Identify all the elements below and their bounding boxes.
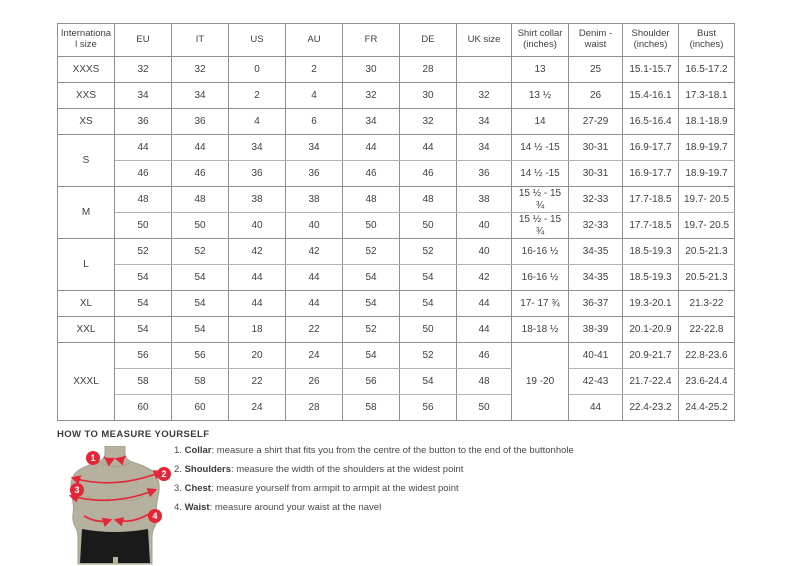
size-value-cell: 54 — [343, 265, 400, 291]
size-value-cell: 34 — [286, 135, 343, 161]
size-value-cell: 18.5-19.3 — [623, 239, 679, 265]
size-value-cell: 20.5-21.3 — [679, 265, 735, 291]
size-value-cell: 40 — [457, 239, 512, 265]
size-value-cell: 52 — [172, 239, 229, 265]
size-value-cell: 34 — [229, 135, 286, 161]
table-row-xxxs — [58, 57, 735, 83]
size-value-cell: 48 — [172, 187, 229, 213]
size-value-cell: 44 — [400, 135, 457, 161]
size-value-cell: 46 — [172, 161, 229, 187]
size-value-cell: 46 — [115, 161, 172, 187]
svg-text:2: 2 — [161, 469, 167, 480]
size-value-cell: 54 — [400, 291, 457, 317]
size-value-cell: 32 — [172, 57, 229, 83]
step-label: Waist — [184, 502, 210, 513]
svg-text:3: 3 — [74, 485, 80, 496]
size-value-cell: 2 — [229, 83, 286, 109]
size-value-cell: 44 — [286, 291, 343, 317]
size-value-cell: 40 — [229, 213, 286, 239]
step-label: Chest — [184, 483, 211, 494]
size-value-cell: 54 — [115, 265, 172, 291]
size-value-cell: 22.8-23.6 — [679, 343, 735, 369]
size-value-cell: 52 — [343, 239, 400, 265]
size-label-cell: XXXL — [58, 343, 115, 421]
size-value-cell: 56 — [115, 343, 172, 369]
size-value-cell: 48 — [457, 369, 512, 395]
figure-marker-2 — [157, 467, 171, 481]
size-value-cell: 30-31 — [569, 135, 623, 161]
size-value-cell: 58 — [172, 369, 229, 395]
step-text: : measure around your waist at the navel — [209, 502, 382, 513]
size-value-cell: 42-43 — [569, 369, 623, 395]
measure-step-collar — [174, 441, 574, 460]
size-value-cell: 44 — [115, 135, 172, 161]
step-text: : measure a shirt that fits you from the centre of the button to the end of the buttonhole — [211, 445, 574, 456]
size-value-cell: 52 — [400, 343, 457, 369]
size-label-cell: S — [58, 135, 115, 187]
figure-marker-1 — [86, 451, 100, 465]
size-value-cell: 44 — [172, 135, 229, 161]
size-label-cell: XXS — [58, 83, 115, 109]
size-value-cell: 17.7-18.5 — [623, 213, 679, 239]
table-row-l-1 — [58, 239, 735, 265]
size-value-cell: 54 — [172, 291, 229, 317]
header-row — [58, 24, 735, 57]
column-header-it: IT — [172, 24, 229, 57]
table-row-xxxl-3 — [58, 395, 735, 421]
mannequin-measurement-figure — [60, 446, 180, 566]
size-value-cell: 44 — [229, 291, 286, 317]
size-value-cell: 28 — [400, 57, 457, 83]
size-value-cell: 27-29 — [569, 109, 623, 135]
size-value-cell: 17.7-18.5 — [623, 187, 679, 213]
size-value-cell: 16.9-17.7 — [623, 161, 679, 187]
size-value-cell: 4 — [229, 109, 286, 135]
size-value-cell: 18.5-19.3 — [623, 265, 679, 291]
column-header-shoulder: Shoulder (inches) — [623, 24, 679, 57]
size-value-cell: 36 — [115, 109, 172, 135]
size-value-cell: 26 — [286, 369, 343, 395]
size-value-cell: 56 — [343, 369, 400, 395]
size-label-cell: M — [58, 187, 115, 239]
size-value-cell: 42 — [229, 239, 286, 265]
size-value-cell: 19.3-20.1 — [623, 291, 679, 317]
size-value-cell: 22.4-23.2 — [623, 395, 679, 421]
size-value-cell: 32 — [457, 83, 512, 109]
size-value-cell: 54 — [343, 291, 400, 317]
size-value-cell: 17.3-18.1 — [679, 83, 735, 109]
size-value-cell: 30 — [400, 83, 457, 109]
size-value-cell: 23.6-24.4 — [679, 369, 735, 395]
size-value-cell: 50 — [400, 213, 457, 239]
column-header-international-size: International size — [58, 24, 115, 57]
size-value-cell: 14 — [512, 109, 569, 135]
size-value-cell: 50 — [172, 213, 229, 239]
size-value-cell: 17- 17 ¾ — [512, 291, 569, 317]
size-value-cell: 30-31 — [569, 161, 623, 187]
size-value-cell: 24 — [286, 343, 343, 369]
size-value-cell: 54 — [400, 265, 457, 291]
size-value-cell: 34 — [343, 109, 400, 135]
size-value-cell: 48 — [343, 187, 400, 213]
table-row-m-2 — [58, 213, 735, 239]
size-value-cell: 54 — [172, 317, 229, 343]
size-value-cell: 20.1-20.9 — [623, 317, 679, 343]
size-value-cell: 16.5-17.2 — [679, 57, 735, 83]
step-number: 1. — [174, 445, 182, 456]
size-value-cell: 56 — [172, 343, 229, 369]
step-number: 2. — [174, 464, 182, 475]
size-value-cell: 20.5-21.3 — [679, 239, 735, 265]
table-row-xl — [58, 291, 735, 317]
column-header-eu: EU — [115, 24, 172, 57]
size-value-cell: 54 — [115, 317, 172, 343]
size-value-cell: 34 — [115, 83, 172, 109]
size-value-cell: 22 — [229, 369, 286, 395]
table-row-xxs — [58, 83, 735, 109]
size-value-cell: 46 — [457, 343, 512, 369]
figure-marker-3 — [70, 483, 84, 497]
size-value-cell: 54 — [400, 369, 457, 395]
size-value-cell: 14 ½ -15 — [512, 135, 569, 161]
size-label-cell: XXXS — [58, 57, 115, 83]
table-row-xs — [58, 109, 735, 135]
size-value-cell: 32 — [400, 109, 457, 135]
size-value-cell: 20.9-21.7 — [623, 343, 679, 369]
size-value-cell: 4 — [286, 83, 343, 109]
size-value-cell: 40-41 — [569, 343, 623, 369]
size-value-cell: 50 — [115, 213, 172, 239]
column-header-uk-size: UK size — [457, 24, 512, 57]
size-value-cell: 58 — [343, 395, 400, 421]
size-value-cell: 58 — [115, 369, 172, 395]
size-value-cell: 0 — [229, 57, 286, 83]
step-label: Collar — [184, 445, 212, 456]
size-value-cell: 25 — [569, 57, 623, 83]
size-value-cell: 2 — [286, 57, 343, 83]
size-value-cell: 16-16 ½ — [512, 239, 569, 265]
size-value-cell: 22-22.8 — [679, 317, 735, 343]
column-header-shirt-collar: Shirt collar (inches) — [512, 24, 569, 57]
size-value-cell: 21.3-22 — [679, 291, 735, 317]
size-value-cell: 15 ½ - 15 ¾ — [512, 187, 569, 213]
column-header-au: AU — [286, 24, 343, 57]
table-row-m-1 — [58, 187, 735, 213]
size-value-cell: 42 — [286, 239, 343, 265]
step-label: Shoulders — [184, 464, 232, 475]
measure-step-chest — [174, 479, 574, 498]
size-value-cell: 36 — [229, 161, 286, 187]
size-value-cell: 32-33 — [569, 213, 623, 239]
size-label-cell: XL — [58, 291, 115, 317]
step-number: 3. — [174, 483, 182, 494]
column-header-us: US — [229, 24, 286, 57]
measure-steps-list — [174, 441, 574, 517]
size-value-cell: 18 — [229, 317, 286, 343]
column-header-de: DE — [400, 24, 457, 57]
size-value-cell: 13 — [512, 57, 569, 83]
measure-step-waist — [174, 498, 574, 517]
size-value-cell: 34-35 — [569, 265, 623, 291]
column-header-bust: Bust (inches) — [679, 24, 735, 57]
table-row-xxxl-1 — [58, 343, 735, 369]
size-value-cell: 18.1-18.9 — [679, 109, 735, 135]
size-value-cell: 34-35 — [569, 239, 623, 265]
size-value-cell: 28 — [286, 395, 343, 421]
measure-step-shoulders — [174, 460, 574, 479]
size-value-cell: 34 — [172, 83, 229, 109]
size-value-cell: 46 — [400, 161, 457, 187]
size-value-cell: 52 — [115, 239, 172, 265]
size-value-cell: 36 — [172, 109, 229, 135]
svg-text:1: 1 — [90, 453, 96, 464]
size-value-cell: 44 — [457, 291, 512, 317]
size-value-cell: 34 — [457, 135, 512, 161]
size-value-cell: 18.9-19.7 — [679, 161, 735, 187]
size-value-cell: 16.9-17.7 — [623, 135, 679, 161]
size-value-cell: 50 — [400, 317, 457, 343]
size-value-cell: 36 — [286, 161, 343, 187]
table-row-xxl — [58, 317, 735, 343]
size-value-cell: 38-39 — [569, 317, 623, 343]
size-label-cell: XXL — [58, 317, 115, 343]
size-value-cell: 38 — [457, 187, 512, 213]
size-value-cell: 38 — [286, 187, 343, 213]
size-value-cell: 26 — [569, 83, 623, 109]
size-value-cell: 15.1-15.7 — [623, 57, 679, 83]
table-row-xxxl-2 — [58, 369, 735, 395]
size-value-cell: 18-18 ½ — [512, 317, 569, 343]
size-value-cell: 34 — [457, 109, 512, 135]
size-label-cell: L — [58, 239, 115, 291]
size-value-cell: 42 — [457, 265, 512, 291]
step-text: : measure the width of the shoulders at the widest point — [231, 464, 464, 475]
size-value-cell: 40 — [286, 213, 343, 239]
size-value-cell: 18.9-19.7 — [679, 135, 735, 161]
size-value-cell: 60 — [172, 395, 229, 421]
step-text: : measure yourself from armpit to armpit at the widest point — [210, 483, 459, 494]
size-value-cell: 40 — [457, 213, 512, 239]
size-value-cell: 38 — [229, 187, 286, 213]
size-value-cell: 44 — [343, 135, 400, 161]
column-header-fr: FR — [343, 24, 400, 57]
size-value-cell: 24.4-25.2 — [679, 395, 735, 421]
size-value-cell: 48 — [115, 187, 172, 213]
size-value-cell: 54 — [115, 291, 172, 317]
size-value-cell: 44 — [229, 265, 286, 291]
size-value-cell-collar-merged: 19 -20 — [512, 343, 569, 421]
size-value-cell: 52 — [343, 317, 400, 343]
size-label-cell: XS — [58, 109, 115, 135]
table-row-s-1 — [58, 135, 735, 161]
svg-text:4: 4 — [152, 511, 158, 522]
size-value-cell: 32-33 — [569, 187, 623, 213]
size-value-cell: 15 ½ - 15 ¾ — [512, 213, 569, 239]
size-value-cell: 14 ½ -15 — [512, 161, 569, 187]
size-value-cell: 24 — [229, 395, 286, 421]
size-value-cell: 6 — [286, 109, 343, 135]
size-value-cell: 32 — [115, 57, 172, 83]
size-value-cell: 44 — [569, 395, 623, 421]
size-value-cell: 22 — [286, 317, 343, 343]
size-value-cell: 32 — [343, 83, 400, 109]
size-value-cell: 36 — [457, 161, 512, 187]
size-value-cell: 20 — [229, 343, 286, 369]
figure-marker-4 — [148, 509, 162, 523]
table-row-l-2 — [58, 265, 735, 291]
size-value-cell: 50 — [343, 213, 400, 239]
column-header-denim-waist: Denim - waist — [569, 24, 623, 57]
size-value-cell: 16-16 ½ — [512, 265, 569, 291]
size-value-cell: 44 — [457, 317, 512, 343]
size-value-cell — [457, 57, 512, 83]
size-value-cell: 30 — [343, 57, 400, 83]
size-value-cell: 16.5-16.4 — [623, 109, 679, 135]
table-row-s-2 — [58, 161, 735, 187]
size-value-cell: 50 — [457, 395, 512, 421]
size-value-cell: 19.7- 20.5 — [679, 187, 735, 213]
step-number: 4. — [174, 502, 182, 513]
size-value-cell: 36-37 — [569, 291, 623, 317]
size-value-cell: 54 — [172, 265, 229, 291]
size-value-cell: 15.4-16.1 — [623, 83, 679, 109]
size-value-cell: 44 — [286, 265, 343, 291]
size-value-cell: 54 — [343, 343, 400, 369]
size-value-cell: 60 — [115, 395, 172, 421]
size-value-cell: 46 — [343, 161, 400, 187]
size-value-cell: 48 — [400, 187, 457, 213]
size-value-cell: 21.7-22.4 — [623, 369, 679, 395]
size-value-cell: 52 — [400, 239, 457, 265]
size-value-cell: 13 ½ — [512, 83, 569, 109]
size-chart-table — [57, 23, 735, 421]
measure-section-heading: HOW TO MEASURE YOURSELF — [57, 429, 210, 440]
size-value-cell: 19.7- 20.5 — [679, 213, 735, 239]
size-value-cell: 56 — [400, 395, 457, 421]
